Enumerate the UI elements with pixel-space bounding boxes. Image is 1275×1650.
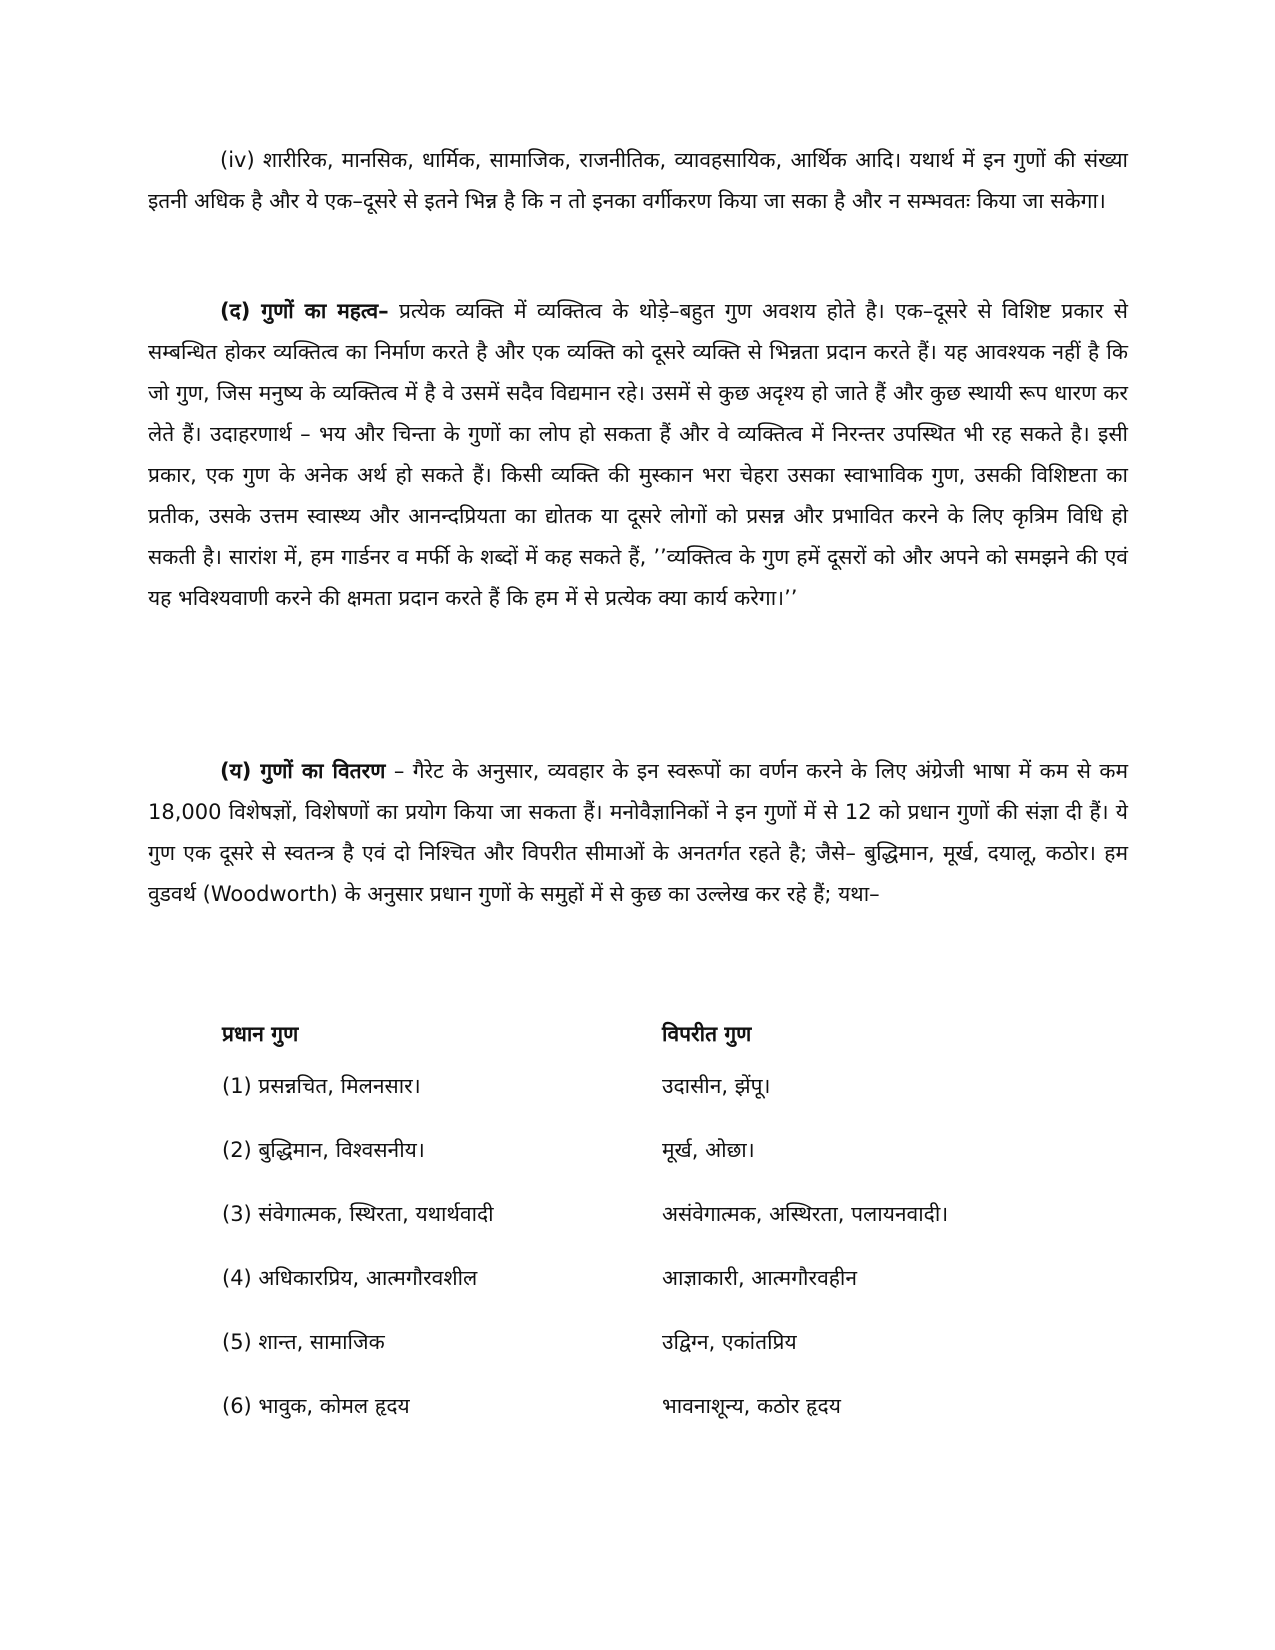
paragraph-traits-types — [148, 140, 1128, 222]
opposite-trait-cell: भावनाशून्य, कठोर हृदय — [662, 1394, 841, 1418]
paragraph-text: प्रत्येक व्यक्ति में व्यक्तित्व के थोड़े–बहुत गुण अवशय होते है। एक–दूसरे से विशिष्ट प्रकार से सम्बन्धित होकर व्यक्तित्व का निर्माण करते है और एक व्यक्ति को दूसरे व्यक्ति से भिन्नता प्रदान करते हैं। यह आवश्यक नहीं है कि जो गुण, जिस मनुष्य के व्यक्तित्व में है वे उसमें सदैव विद्यमान रहे। उसमें से कुछ अदृश्य हो जाते हैं और कुछ स्थायी रूप धारण कर लेते हैं। उदाहरणार्थ – भय और चिन्ता के गुणों का लोप हो सकता हैं और वे व्यक्तित्व में निरन्तर उपस्थित भी रह सकते है। इसी प्रकार, एक गुण के अनेक अर्थ हो सकते हैं। किसी व्यक्ति की मुस्कान भरा चेहरा उसका स्वाभाविक गुण, उसकी विशिष्टता का प्रतीक, उसके उत्तम स्वास्थ्य और आनन्दप्रियता का द्योतक या दूसरे लोगों को प्रसन्न और प्रभावित करने के लिए कृत्रिम विधि हो सकती है। सारांश में, हम गार्डनर व मर्फी के शब्दों में कह सकते हैं, ’’व्यक्तित्व के गुण हमें दूसरों को और अपने को समझने की एवं यह भविश्यवाणी करने की क्षमता प्रदान करते हैं कि हम में से प्रत्येक क्या कार्य करेगा।’’ — [148, 299, 1128, 610]
primary-trait-cell: (6) भावुक, कोमल हृदय — [222, 1394, 410, 1418]
primary-trait-cell: (3) संवेगात्मक, स्थिरता, यथार्थवादी — [222, 1202, 494, 1226]
header-primary-traits: प्रधान गुण — [222, 1022, 299, 1046]
traits-table-header — [0, 1020, 1275, 1060]
opposite-trait-cell: उदासीन, झेंपू। — [662, 1074, 771, 1098]
paragraph-text: – गैरेट के अनुसार, व्यवहार के इन स्वरूपों का वर्णन करने के लिए अंग्रेजी भाषा में कम से कम 18,000 विशेषज्ञों, विशेषणों का प्रयोग किया जा सकता हैं। मनोवैज्ञानिकों ने इन गुणों में से 12 को प्रधान गुणों की संज्ञा दी हैं। ये गुण एक दूसरे से स्वतन्त्र है एवं दो निश्चित और विपरीत सीमाओं के अनतर्गत रहते है; जैसे– बुद्धिमान, मूर्ख, दयालू, कठोर। हम वुडवर्थ (Woodworth) के अनुसार प्रधान गुणों के समुहों में से कुछ का उल्लेख कर रहे हैं; यथा– — [148, 759, 1129, 906]
opposite-trait-cell: आज्ञाकारी, आत्मगौरवहीन — [662, 1266, 857, 1290]
opposite-trait-cell: उद्विग्न, एकांतप्रिय — [662, 1330, 797, 1354]
paragraph-importance-of-traits — [148, 291, 1128, 619]
paragraph-text: (iv) शारीरिक, मानसिक, धार्मिक, सामाजिक, राजनीतिक, व्यावहसायिक, आर्थिक आदि। यथार्थ में इन गुणों की संख्या इतनी अधिक है और ये एक–दूसरे से इतने भिन्न है कि न तो इनका वर्गीकरण किया जा सका है और न सम्भवतः किया जा सकेगा। — [148, 148, 1128, 213]
primary-trait-cell: (2) बुद्धिमान, विश्वसनीय। — [222, 1138, 425, 1162]
primary-trait-cell: (4) अधिकारप्रिय, आत्मगौरवशील — [222, 1266, 478, 1290]
primary-trait-cell: (5) शान्त, सामाजिक — [222, 1330, 385, 1354]
table-row — [0, 1258, 1275, 1298]
table-row — [0, 1386, 1275, 1426]
paragraph-distribution-of-traits — [148, 751, 1128, 915]
table-row — [0, 1130, 1275, 1170]
table-row — [0, 1322, 1275, 1362]
opposite-trait-cell: मूर्ख, ओछा। — [662, 1138, 755, 1162]
section-heading: (य) गुणों का वितरण — [220, 759, 386, 783]
table-row — [0, 1194, 1275, 1234]
opposite-trait-cell: असंवेगात्मक, अस्थिरता, पलायनवादी। — [662, 1202, 949, 1226]
table-row — [0, 1066, 1275, 1106]
primary-trait-cell: (1) प्रसन्नचित, मिलनसार। — [222, 1074, 421, 1098]
section-heading: (द) गुणों का महत्व– — [220, 299, 389, 323]
header-opposite-traits: विपरीत गुण — [662, 1022, 752, 1046]
